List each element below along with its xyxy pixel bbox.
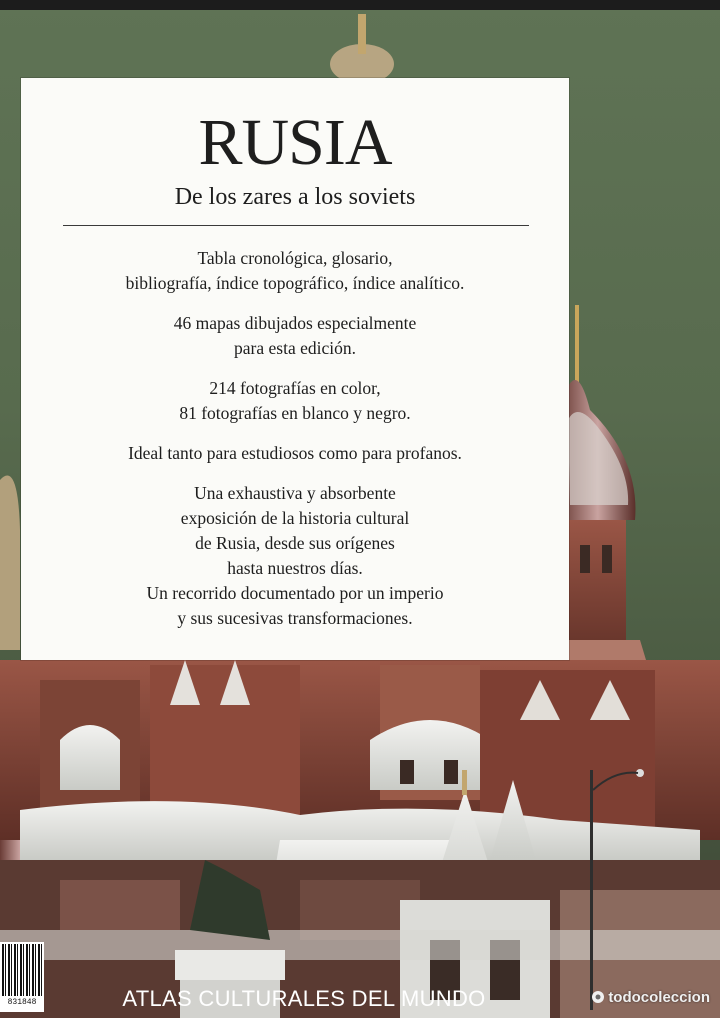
description-paragraph — [21, 246, 569, 296]
description-line: 214 fotografías en color, — [209, 378, 381, 398]
description-line: Una exhaustiva y absorbente — [194, 483, 396, 503]
description-line: 81 fotografías en blanco y negro. — [179, 403, 411, 423]
watermark — [540, 986, 710, 1010]
text-panel — [21, 78, 569, 660]
description-block — [21, 246, 569, 646]
barcode — [0, 942, 44, 1012]
description-line: Ideal tanto para estudiosos como para profanos. — [128, 443, 462, 463]
description-line: para esta edición. — [234, 338, 356, 358]
description-paragraph — [21, 441, 569, 466]
description-paragraph — [21, 376, 569, 426]
watermark-text: todocoleccion — [608, 989, 710, 1006]
description-line: hasta nuestros días. — [227, 558, 363, 578]
description-paragraph — [21, 481, 569, 631]
barcode-bars — [2, 944, 42, 996]
description-line: Un recorrido documentado por un imperio — [146, 583, 444, 603]
description-paragraph — [21, 311, 569, 361]
description-line: y sus sucesivas transformaciones. — [177, 608, 413, 628]
description-line: Tabla cronológica, glosario, — [197, 248, 393, 268]
barcode-number: 831848 — [7, 998, 37, 1007]
description-line: exposición de la historia cultural — [180, 508, 410, 528]
book-title: RUSIA — [198, 106, 392, 179]
title-divider — [63, 225, 529, 226]
series-name: ATLAS CULTURALES DEL MUNDO — [122, 986, 486, 1011]
description-line: 46 mapas dibujados especialmente — [173, 313, 417, 333]
watermark-logo-icon — [591, 990, 605, 1004]
description-line: bibliografía, índice topográfico, índice analítico. — [125, 273, 465, 293]
book-subtitle: De los zares a los soviets — [174, 184, 416, 210]
description-line: de Rusia, desde sus orígenes — [195, 533, 395, 553]
